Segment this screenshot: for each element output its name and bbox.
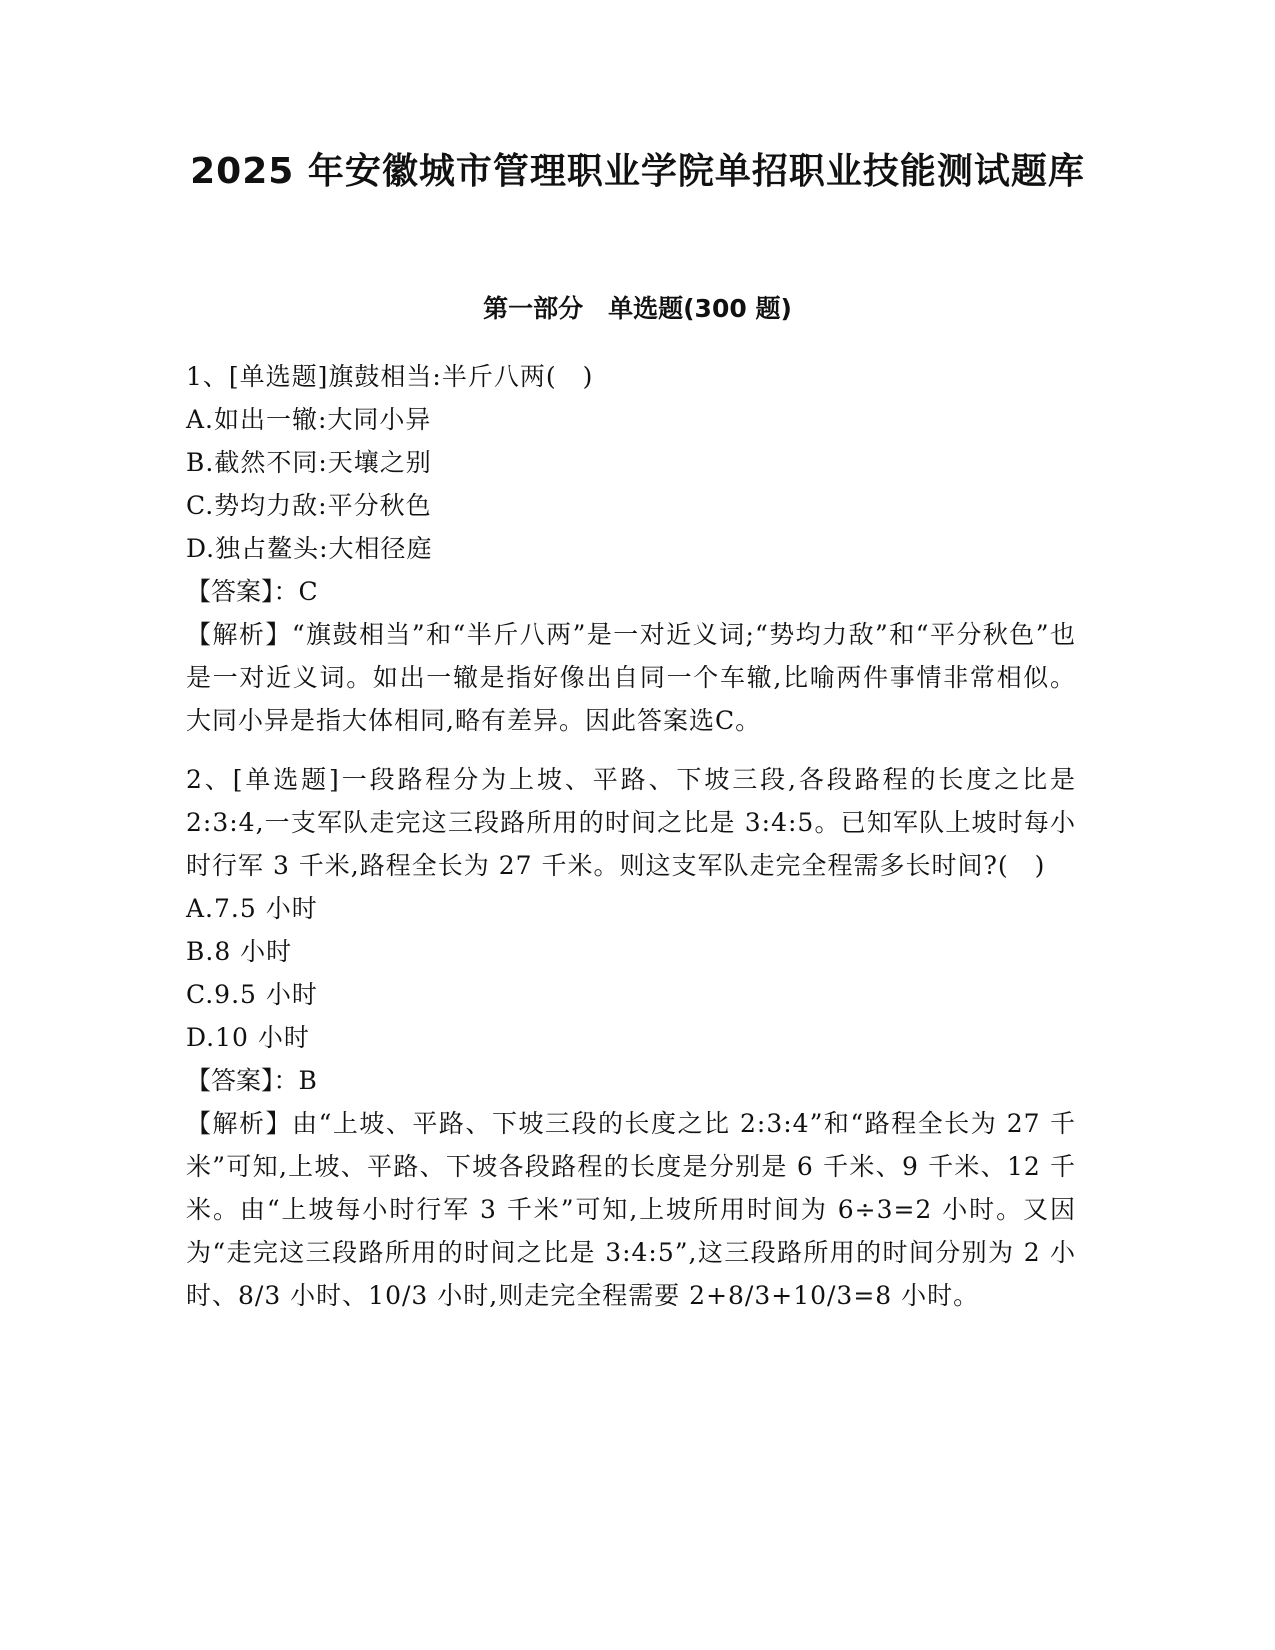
option-c: C.9.5 小时 [186, 980, 318, 1009]
answer-label: 【答案】 [186, 577, 274, 606]
option-a: A.如出一辙:大同小异 [186, 405, 432, 434]
analysis-text: 由“上坡、平路、下坡三段的长度之比 2:3:4”和“路程全长为 27 千米”可知,上坡、平路、下坡各段路程的长度是分别是 6 千米、9 千米、12 千米。由“上坡每小时行军 3 千米”可知,上坡所用时间为 6÷3=2 小时。又因为“走完这三段路所用的时间之比是 3:4:5”,这三段路所用的时间分别为 2 小时、8/3 小时、10/3 小时,则走完全程需要 2+8/3+10/3=8 小时。 [186, 1109, 1076, 1310]
answer-line [186, 1059, 1076, 1102]
answer-value: ：B [273, 1066, 317, 1095]
question-stem: 2、[单选题]一段路程分为上坡、平路、下坡三段,各段路程的长度之比是 2:3:4,一支军队走完这三段路所用的时间之比是 3:4:5。已知军队上坡时每小时行军 3 千米,路程全长为 27 千米。则这支军队走完全程需多长时间?( ) [186, 765, 1076, 880]
document-title: 2025 年安徽城市管理职业学院单招职业技能测试题库 [190, 151, 1085, 192]
option-d: D.独占鳌头:大相径庭 [186, 534, 433, 563]
option-b: B.8 小时 [186, 937, 293, 966]
analysis-paragraph [186, 1102, 1076, 1317]
question-stem: 1、[单选题]旗鼓相当:半斤八两( ) [186, 362, 594, 391]
analysis-label: 【解析】 [186, 620, 292, 649]
option-d: D.10 小时 [186, 1023, 310, 1052]
answer-line [186, 570, 1076, 613]
analysis-paragraph [186, 613, 1076, 742]
question-2 [186, 758, 1076, 1317]
answer-value: ：C [273, 577, 318, 606]
section-title: 第一部分 单选题(300 题) [483, 294, 792, 323]
option-c: C.势均力敌:平分秋色 [186, 491, 432, 520]
option-list [186, 398, 1076, 570]
question-1 [186, 355, 1076, 742]
option-b: B.截然不同:天壤之别 [186, 448, 432, 477]
answer-label: 【答案】 [186, 1066, 274, 1095]
analysis-text: “旗鼓相当”和“半斤八两”是一对近义词;“势均力敌”和“平分秋色”也是一对近义词。如出一辙是指好像出自同一个车辙,比喻两件事情非常相似。大同小异是指大体相同,略有差异。因此答案选C。 [186, 620, 1076, 735]
option-a: A.7.5 小时 [186, 894, 318, 923]
option-list [186, 887, 1076, 1059]
analysis-label: 【解析】 [186, 1109, 293, 1138]
question-list [186, 355, 1076, 1317]
